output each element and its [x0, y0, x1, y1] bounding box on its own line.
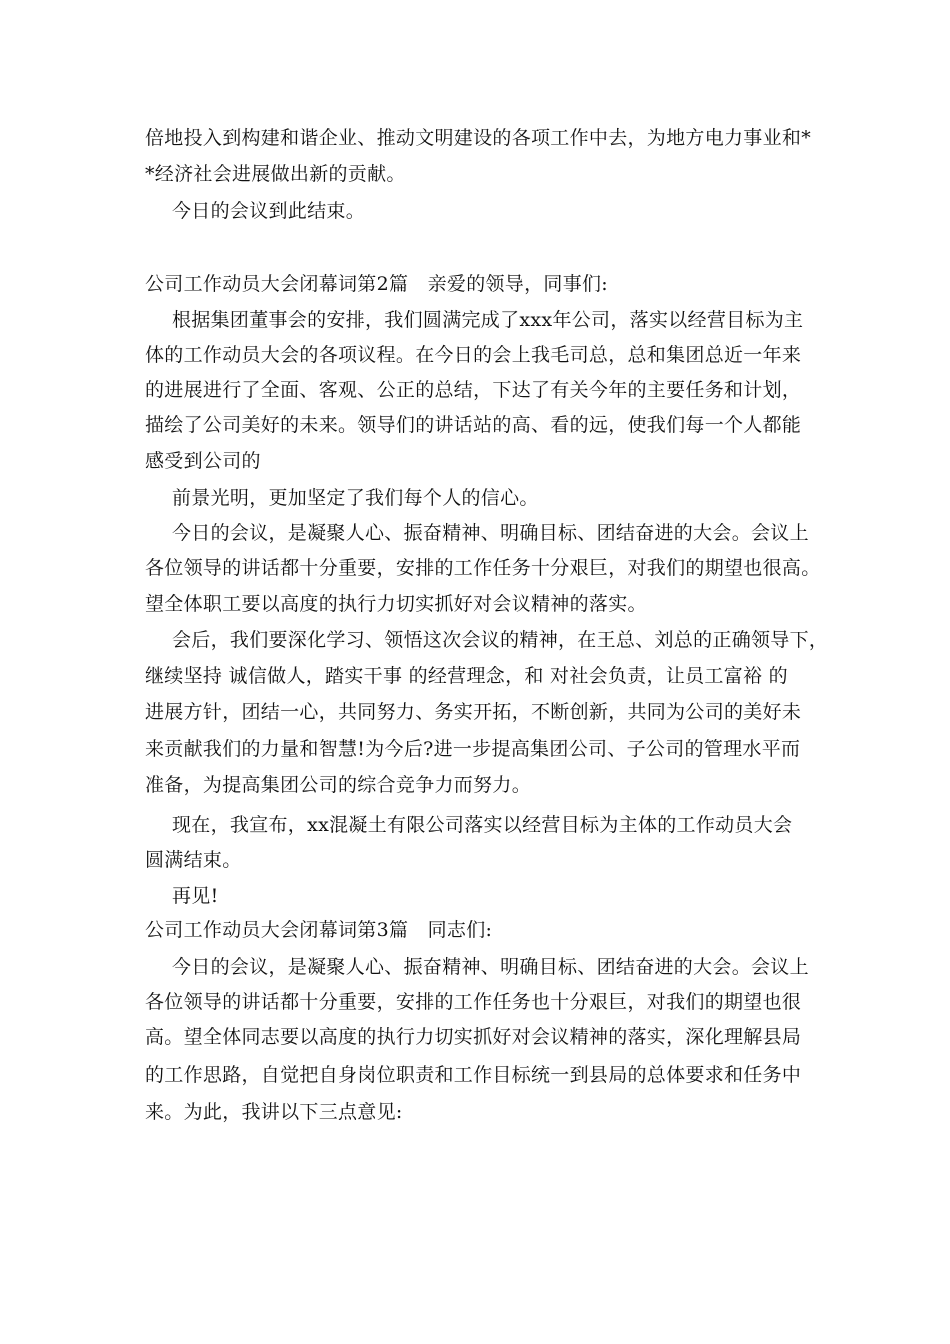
- text-line: 现在，我宣布，xx混凝土有限公司落实以经营目标为主体的工作动员大会: [172, 814, 793, 836]
- text-line: 望全体职工要以高度的执行力切实抓好对会议精神的落实。: [145, 593, 647, 615]
- text-line: 今日的会议到此结束。: [172, 200, 366, 222]
- text-line: 准备，为提高集团公司的综合竞争力而努力。: [145, 774, 532, 796]
- text-line: 圆满结束。: [145, 849, 242, 871]
- text-line: 来。为此，我讲以下三点意见:: [145, 1101, 403, 1123]
- text-line: 各位领导的讲话都十分重要，安排的工作任务也十分艰巨，对我们的期望也很: [145, 991, 802, 1013]
- text-line: 的工作思路，自觉把自身岗位职责和工作目标统一到县局的总体要求和任务中: [145, 1064, 802, 1086]
- text-line: 前景光明，更加坚定了我们每个人的信心。: [172, 487, 539, 509]
- text-line: 会后，我们要深化学习、领悟这次会议的精神，在王总、刘总的正确领导下，: [172, 629, 829, 651]
- section-heading: 公司工作动员大会闭幕词第3篇 同志们:: [145, 919, 493, 941]
- text-line: 高。望全体同志要以高度的执行力切实抓好对会议精神的落实，深化理解县局: [145, 1026, 802, 1048]
- text-line: 继续坚持 诚信做人，踏实干事 的经营理念，和 对社会负责，让员工富裕 的: [145, 665, 788, 687]
- text-line: 来贡献我们的力量和智慧!为今后?进一步提高集团公司、子公司的管理水平而: [145, 738, 801, 760]
- text-line: 根据集团董事会的安排，我们圆满完成了xxx年公司，落实以经营目标为主: [172, 309, 804, 331]
- text-line: *经济社会进展做出新的贡献。: [145, 163, 406, 185]
- text-line: 各位领导的讲话都十分重要，安排的工作任务十分艰巨，对我们的期望也很高。: [145, 557, 821, 579]
- section-heading: 公司工作动员大会闭幕词第2篇 亲爱的领导，同事们:: [145, 273, 608, 295]
- text-line: 描绘了公司美好的未来。领导们的讲话站的高、看的远，使我们每一个人都能: [145, 414, 802, 436]
- text-line: 再见!: [172, 885, 219, 907]
- text-line: 今日的会议，是凝聚人心、振奋精神、明确目标、团结奋进的大会。会议上: [172, 522, 809, 544]
- text-line: 感受到公司的: [145, 450, 261, 472]
- text-line: 倍地投入到构建和谐企业、推动文明建设的各项工作中去，为地方电力事业和*: [145, 127, 812, 149]
- text-line: 今日的会议，是凝聚人心、振奋精神、明确目标、团结奋进的大会。会议上: [172, 956, 809, 978]
- text-line: 体的工作动员大会的各项议程。在今日的会上我毛司总，总和集团总近一年来: [145, 344, 802, 366]
- text-line: 的进展进行了全面、客观、公正的总结，下达了有关今年的主要任务和计划，: [145, 379, 802, 401]
- text-line: 进展方针，团结一心，共同努力、务实开拓，不断创新，共同为公司的美好未: [145, 701, 802, 723]
